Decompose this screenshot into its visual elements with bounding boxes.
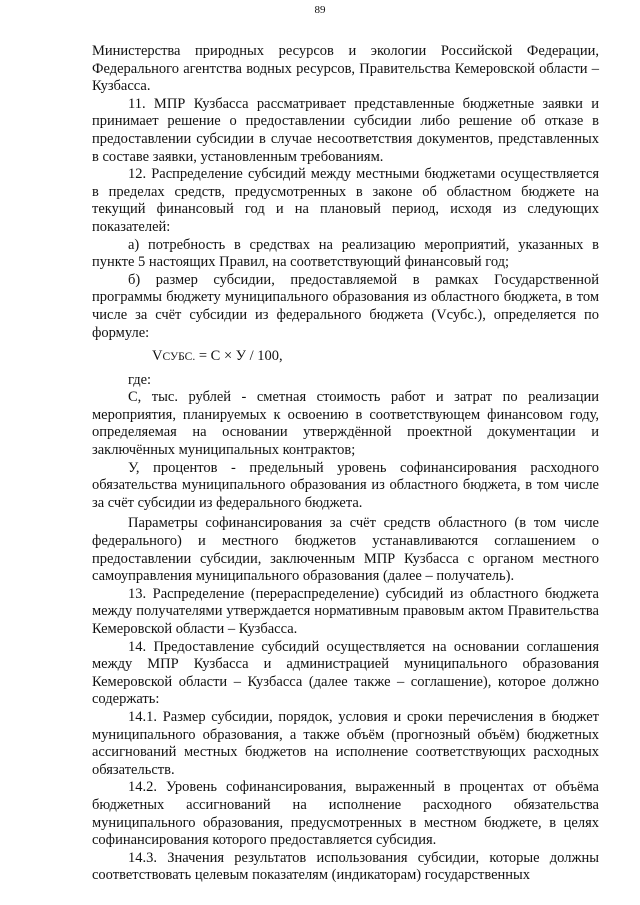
paragraph: Параметры софинансирования за счёт средств областного (в том числе федерального) и местного бюджетов устанавливаются соглашением о предоставлении субсидии, заключенным МПР Кузбасса с органом местного самоуправления муниципального образования (далее – получатель). (92, 515, 599, 585)
document-body (92, 43, 599, 885)
paragraph: 13. Распределение (перераспределение) субсидий из областного бюджета между получателями утверждается нормативным правовым актом Правительства Кемеровской области – Кузбасса. (92, 585, 599, 637)
paragraph: 14. Предоставление субсидий осуществляется на основании соглашения между МПР Кузбасса и администрацией муниципального образования Кемеровской области – Кузбасса (далее также – соглашение), которое должно содержать: (92, 638, 599, 708)
paragraph: С, тыс. рублей - сметная стоимость работ и затрат по реализации мероприятия, планируемых к освоению в соответствующем финансовом году, определяемая на основании утверждённой проектной документации и заключённых муниципальных контрактов; (92, 389, 599, 459)
paragraph: У, процентов - предельный уровень софинансирования расходного обязательства муниципального образования из областного бюджета, в том числе за счёт субсидии из федерального бюджета. (92, 459, 599, 511)
formula-expression: = С × У / 100, (195, 348, 283, 365)
paragraph: 14.1. Размер субсидии, порядок, условия и сроки перечисления в бюджет муниципального образования, а также объём (прогнозный объём) бюджетных ассигнований местных бюджетов на исполнение соответствующих расходных обязательств. (92, 708, 599, 778)
paragraph: 12. Распределение субсидий между местными бюджетами осуществляется в пределах средств, предусмотренных в законе об областном бюджете на текущий финансовый год и на плановый период, исходя из следующих показателей: (92, 166, 599, 235)
formula-variable: V (152, 348, 163, 365)
formula-subscript: СУБС. (162, 351, 196, 364)
paragraph: а) потребность в средствах на реализацию мероприятий, указанных в пункте 5 настоящих Правил, на соответствующий финансовый год; (92, 236, 599, 271)
paragraph: Министерства природных ресурсов и экологии Российской Федерации, Федерального агентства водных ресурсов, Правительства Кемеровской области – Кузбасса. (92, 43, 599, 95)
paragraph: б) размер субсидии, предоставляемой в рамках Государственной программы бюджету муниципального образования из областного бюджета, в том числе за счёт субсидии из федерального бюджета (Vсубс.), определяется по формуле: (92, 271, 599, 341)
paragraph: 11. МПР Кузбасса рассматривает представленные бюджетные заявки и принимает решение о предоставлении субсидии либо решение об отказе в предоставлении субсидии в случае несоответствия документов, представленных в составе заявки, установленным требованиям. (92, 95, 599, 165)
page-number: 89 (314, 4, 326, 16)
formula (92, 348, 599, 367)
paragraph: 14.2. Уровень софинансирования, выраженный в процентах от объёма бюджетных ассигнований на исполнение расходного обязательства муниципального образования, предусмотренных в местном бюджете, в целях софинансирования которого предоставляется субсидия. (92, 779, 599, 849)
paragraph: 14.3. Значения результатов использования субсидии, которые должны соответствовать целевым показателям (индикаторам) государственных (92, 849, 599, 884)
where-label: где: (128, 371, 152, 388)
